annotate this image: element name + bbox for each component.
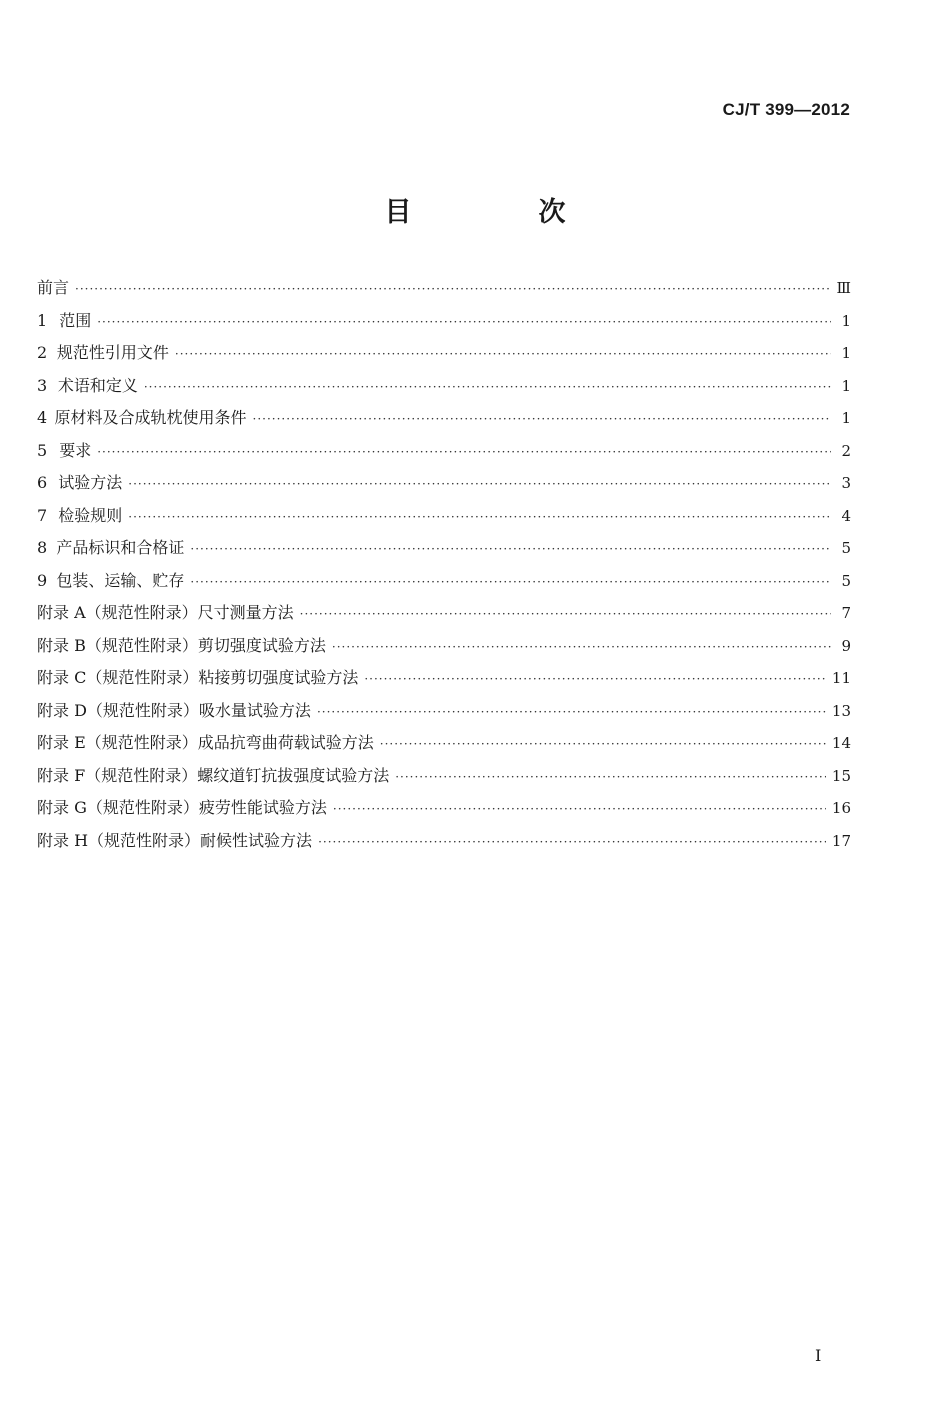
toc-entry-label: 疲劳性能试验方法 — [198, 798, 327, 817]
toc-page-number: 5 — [841, 539, 851, 557]
toc-page-number: 4 — [841, 506, 851, 525]
toc-entry-label: 产品标识和合格证 — [56, 538, 185, 557]
toc-entry-2[interactable] — [37, 340, 851, 373]
toc-entry-appendix-c[interactable] — [37, 665, 851, 698]
toc-entry-label: 前言 — [37, 278, 70, 297]
toc-entry-7[interactable] — [37, 503, 851, 536]
toc-dot-leader — [190, 542, 831, 556]
toc-dot-leader — [300, 607, 831, 621]
toc-entry-number: 1 — [37, 310, 48, 330]
toc-entry-label: 包装、运输、贮存 — [56, 570, 185, 590]
toc-entry-number: 4 — [37, 408, 48, 427]
toc-entry-label: 术语和定义 — [57, 375, 138, 395]
toc-appendix-designation: 附录 A（规范性附录） — [37, 603, 198, 622]
toc-entry-label: 剪切强度试验方法 — [197, 635, 326, 655]
toc-entry-label: 成品抗弯曲荷载试验方法 — [197, 733, 374, 752]
toc-appendix-designation: 附录 E（规范性附录） — [37, 733, 198, 752]
toc-page-number: 1 — [841, 376, 851, 395]
toc-entry-6[interactable] — [37, 470, 851, 503]
toc-entry-label: 规范性引用文件 — [56, 343, 169, 362]
toc-entry-number: 7 — [37, 505, 48, 525]
toc-entry-label: 吸水量试验方法 — [198, 700, 311, 720]
toc-dot-leader — [97, 445, 831, 459]
toc-dot-leader — [128, 477, 831, 491]
toc-entry-label: 螺纹道钉抗拔强度试验方法 — [197, 765, 390, 785]
toc-entry-appendix-h[interactable] — [37, 828, 851, 861]
toc-appendix-designation: 附录 F（规范性附录） — [37, 765, 198, 785]
toc-page-number: 15 — [831, 766, 851, 785]
toc-dot-leader — [332, 640, 831, 654]
standard-code: CJ/T 399—2012 — [722, 100, 850, 119]
toc-entry-number: 3 — [37, 375, 48, 395]
toc-dot-leader — [317, 705, 826, 719]
toc-page-number: 1 — [841, 311, 851, 330]
toc-entry-number: 8 — [37, 538, 48, 557]
toc-page-number: 5 — [841, 571, 851, 590]
toc-entry-8[interactable] — [37, 535, 851, 568]
toc-entry-label: 耐候性试验方法 — [200, 830, 313, 850]
toc-entry-number: 5 — [37, 440, 48, 460]
toc-page-number: 2 — [841, 441, 851, 460]
toc-entry-number: 9 — [37, 570, 48, 590]
toc-page-number: Ⅲ — [836, 279, 851, 297]
toc-page-number: 1 — [841, 409, 851, 427]
toc-page-number: 11 — [831, 669, 851, 687]
toc-entry-9[interactable] — [37, 568, 851, 601]
toc-dot-leader — [175, 347, 831, 361]
toc-page-number: 16 — [831, 799, 851, 817]
toc-entry-number: 6 — [37, 473, 48, 492]
toc-dot-leader — [128, 510, 831, 524]
toc-appendix-designation: 附录 H（规范性附录） — [37, 830, 201, 850]
toc-entry-appendix-a[interactable] — [37, 600, 851, 633]
toc-dot-leader — [253, 412, 831, 426]
toc-entry-number: 2 — [37, 343, 48, 362]
toc-page-number: 7 — [841, 604, 851, 622]
toc-entry-3[interactable] — [37, 373, 851, 406]
table-of-contents — [37, 275, 851, 860]
toc-dot-leader — [144, 380, 831, 394]
toc-appendix-designation: 附录 C（规范性附录） — [37, 668, 199, 687]
toc-page-number: 3 — [841, 474, 851, 492]
toc-entry-foreword[interactable] — [37, 275, 851, 308]
toc-entry-appendix-b[interactable] — [37, 633, 851, 666]
footer-page-number: I — [815, 1346, 822, 1365]
toc-appendix-designation: 附录 G（规范性附录） — [37, 798, 199, 817]
toc-entry-1[interactable] — [37, 308, 851, 341]
toc-appendix-designation: 附录 D（规范性附录） — [37, 700, 199, 720]
toc-entry-appendix-f[interactable] — [37, 763, 851, 796]
toc-entry-label: 检验规则 — [58, 505, 123, 525]
toc-entry-4[interactable] — [37, 405, 851, 438]
toc-page-number: 17 — [831, 831, 851, 850]
toc-entry-label: 粘接剪切强度试验方法 — [198, 668, 359, 687]
toc-entry-label: 尺寸测量方法 — [197, 603, 294, 622]
toc-entry-5[interactable] — [37, 438, 851, 471]
toc-dot-leader — [75, 282, 831, 296]
toc-entry-label: 试验方法 — [58, 473, 123, 492]
page-title: 目 次 — [384, 197, 616, 228]
toc-page-number: 9 — [841, 636, 851, 655]
toc-dot-leader — [97, 315, 831, 329]
toc-appendix-designation: 附录 B（规范性附录） — [37, 635, 198, 655]
toc-entry-appendix-g[interactable] — [37, 795, 851, 828]
toc-entry-label: 范围 — [59, 310, 92, 330]
toc-dot-leader — [364, 672, 826, 686]
toc-dot-leader — [190, 575, 831, 589]
toc-dot-leader — [318, 835, 826, 849]
toc-entry-label: 原材料及合成轨枕使用条件 — [54, 408, 247, 427]
toc-page-number: 13 — [831, 701, 851, 720]
toc-page-number: 14 — [831, 734, 851, 752]
toc-dot-leader — [380, 737, 826, 751]
toc-entry-appendix-d[interactable] — [37, 698, 851, 731]
toc-entry-appendix-e[interactable] — [37, 730, 851, 763]
toc-entry-label: 要求 — [59, 440, 92, 460]
toc-dot-leader — [395, 770, 826, 784]
toc-dot-leader — [333, 802, 826, 816]
toc-page-number: 1 — [841, 344, 851, 362]
